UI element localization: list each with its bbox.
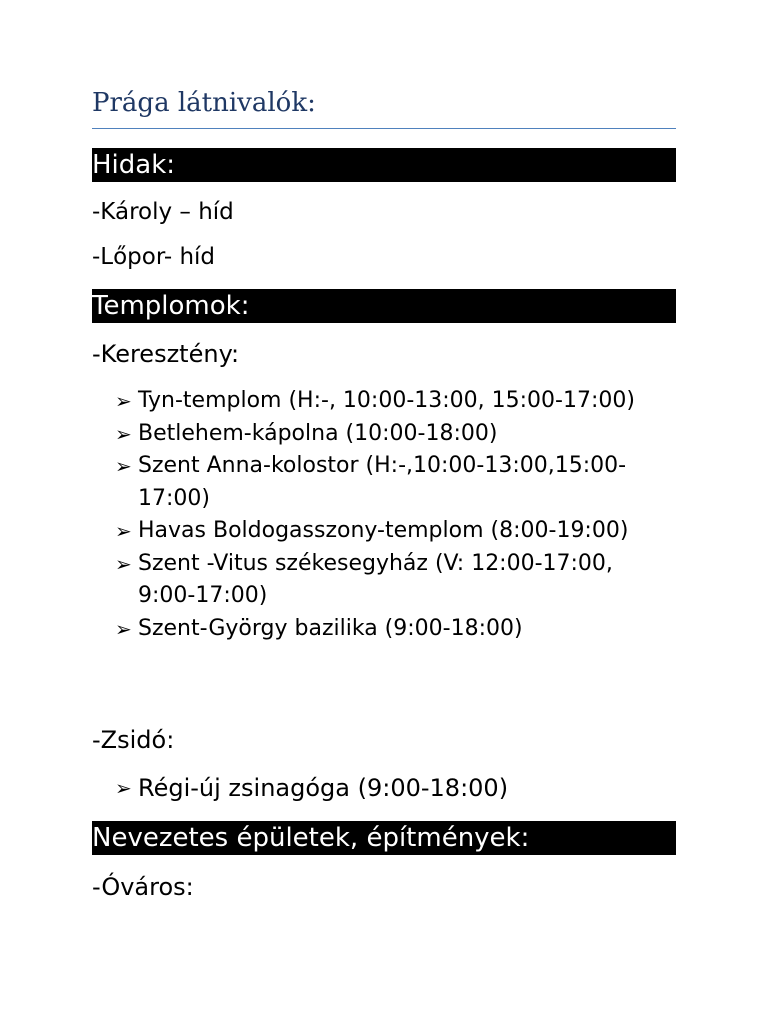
list-item: -Lőpor- híd xyxy=(92,244,216,270)
list-item xyxy=(115,418,655,451)
section-heading-hidak: Hidak: xyxy=(92,148,676,182)
arrowhead-bullet-icon: ➢ xyxy=(115,616,132,641)
subheading-zsido: -Zsidó: xyxy=(92,726,175,754)
list-item xyxy=(115,548,655,613)
list-item xyxy=(115,613,655,646)
list-item-text: Tyn-templom (H:-, 10:00-13:00, 15:00-17:00) xyxy=(138,388,635,413)
list-item xyxy=(115,515,655,548)
list-item: -Károly – híd xyxy=(92,199,234,225)
subheading-ovaros: -Óváros: xyxy=(92,873,194,901)
list-item xyxy=(115,450,655,515)
list-item-text: Szent -Vitus székesegyház (V: 12:00-17:00, 9:00-17:00) xyxy=(138,550,613,608)
section-heading-nevezetes: Nevezetes épületek, építmények: xyxy=(92,821,676,855)
arrowhead-bullet-icon: ➢ xyxy=(115,551,132,576)
bullet-list-zsido xyxy=(115,772,655,805)
list-item xyxy=(115,385,655,418)
subheading-kereszteny: -Keresztény: xyxy=(92,340,240,368)
list-item-text: Havas Boldogasszony-templom (8:00-19:00) xyxy=(138,518,629,543)
arrowhead-bullet-icon: ➢ xyxy=(115,776,132,800)
page-title: Prága látnivalók: xyxy=(92,88,316,118)
list-item xyxy=(115,772,655,805)
arrowhead-bullet-icon: ➢ xyxy=(115,421,132,446)
section-heading-templomok: Templomok: xyxy=(92,289,676,323)
title-underline xyxy=(92,128,676,129)
list-item-text: Régi-új zsinagóga (9:00-18:00) xyxy=(138,774,509,802)
bullet-list-kereszteny xyxy=(115,385,655,645)
arrowhead-bullet-icon: ➢ xyxy=(115,519,132,543)
list-item-text: Szent Anna-kolostor (H:-,10:00-13:00,15:00-17:00) xyxy=(138,453,627,511)
list-item-text: Szent-György bazilika (9:00-18:00) xyxy=(138,615,523,641)
list-item-text: Betlehem-kápolna (10:00-18:00) xyxy=(138,420,498,446)
arrowhead-bullet-icon: ➢ xyxy=(115,389,132,413)
arrowhead-bullet-icon: ➢ xyxy=(115,454,132,478)
